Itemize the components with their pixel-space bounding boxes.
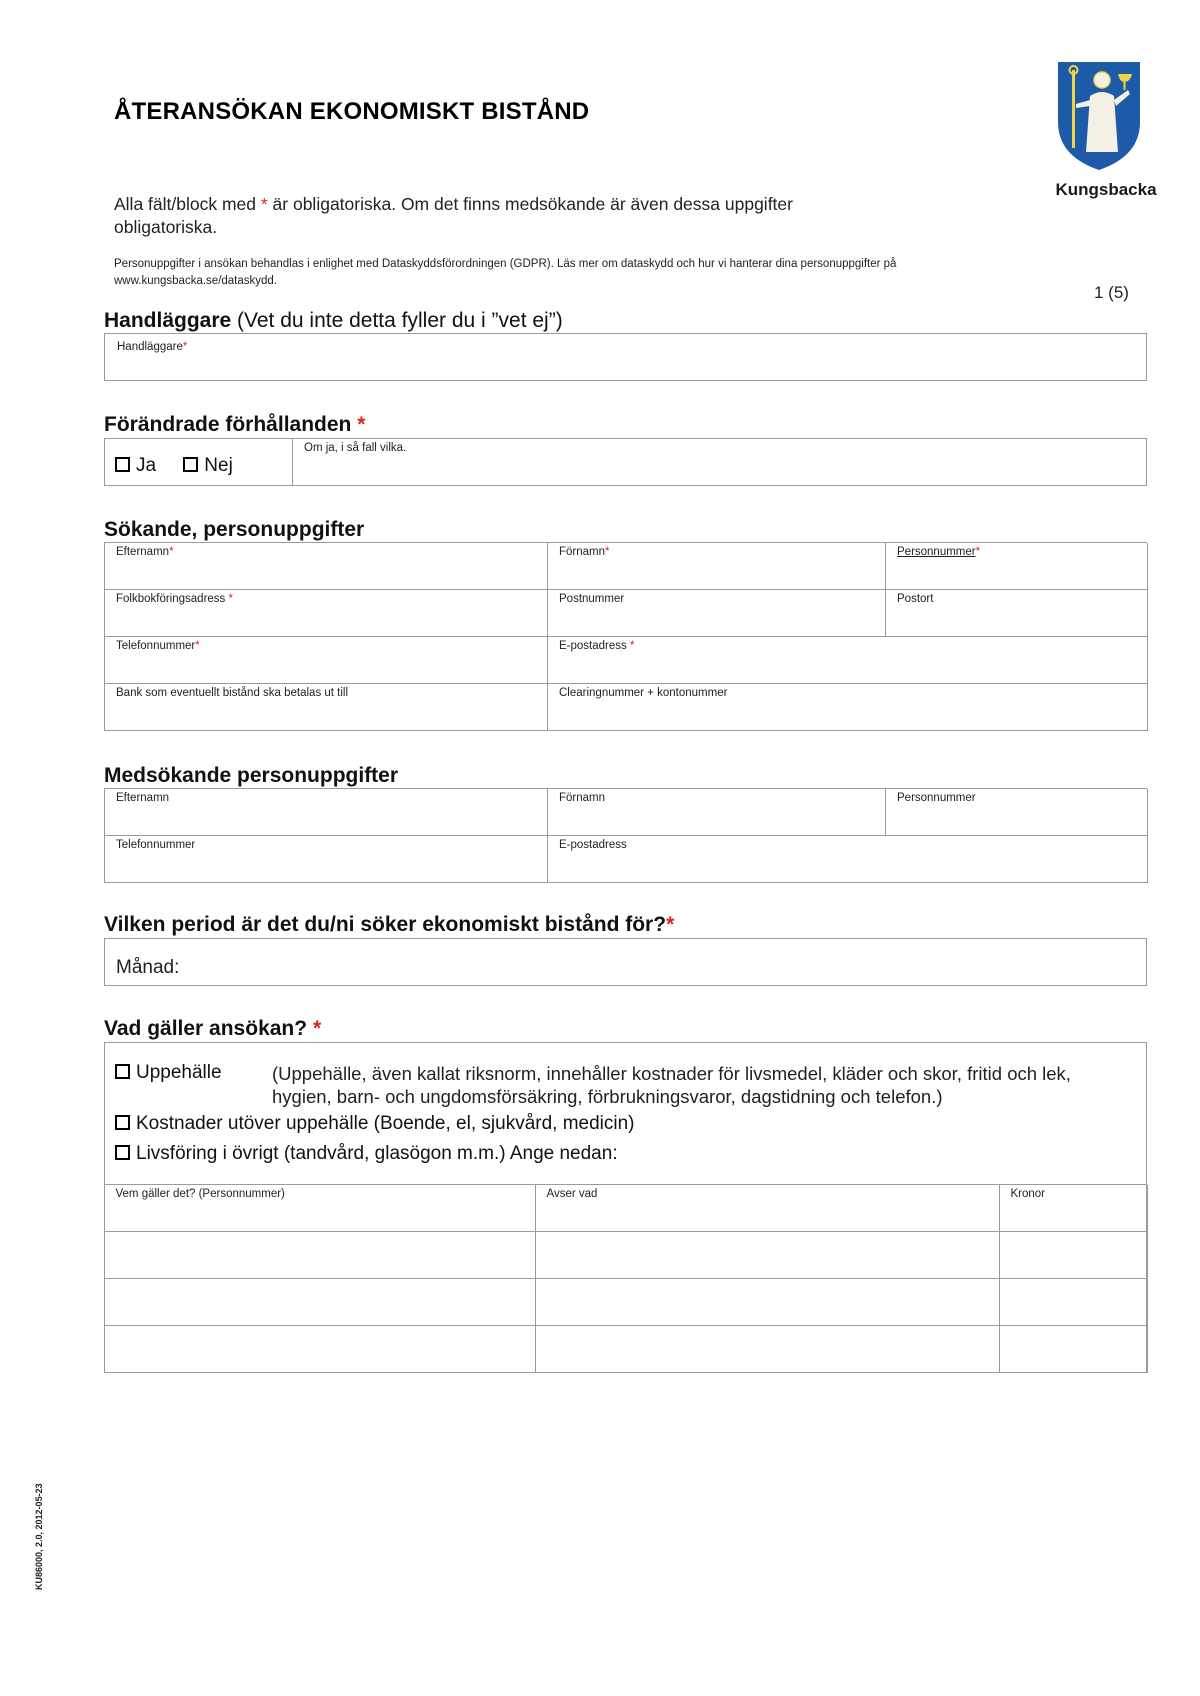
- livsforing-option[interactable]: [115, 1143, 618, 1165]
- livsforing-label: Livsföring i övrigt (tandvård, glasögon m.m.) Ange nedan:: [136, 1143, 618, 1164]
- col-kronor-label: Kronor: [1010, 1188, 1046, 1200]
- uppehalle-option[interactable]: [115, 1062, 222, 1084]
- period-heading: [104, 913, 674, 937]
- required-asterisk: *: [975, 546, 981, 558]
- medsokande-heading: Medsökande personuppgifter: [104, 764, 399, 787]
- sokande-fornamn-field[interactable]: [548, 543, 886, 590]
- livsforing-table: [104, 1184, 1147, 1373]
- livsforing-checkbox[interactable]: [115, 1145, 130, 1160]
- ansokan-block: [104, 1042, 1147, 1373]
- required-asterisk: *: [182, 341, 188, 353]
- handlaggare-heading: [104, 309, 563, 333]
- ja-option[interactable]: [115, 455, 156, 476]
- medsokande-grid: [104, 788, 1147, 883]
- required-asterisk: *: [169, 546, 174, 558]
- page-number: 1 (5): [1094, 283, 1129, 302]
- sokande-grid: [104, 542, 1147, 731]
- kungsbacka-coat-of-arms-icon: [1056, 60, 1142, 177]
- telefonnummer-label: Telefonnummer: [116, 839, 196, 851]
- uppehalle-checkbox[interactable]: [115, 1064, 130, 1079]
- kostnader-checkbox[interactable]: [115, 1115, 130, 1130]
- telefonnummer-label: Telefonnummer: [116, 640, 196, 652]
- sokande-bank-field[interactable]: [105, 684, 548, 731]
- uppehalle-label: Uppehälle: [136, 1062, 222, 1083]
- required-asterisk: *: [605, 546, 610, 558]
- required-asterisk: *: [312, 1017, 322, 1040]
- nej-checkbox[interactable]: [183, 457, 198, 472]
- table-cell[interactable]: [536, 1326, 1000, 1373]
- medsokande-personnummer-field[interactable]: [886, 789, 1148, 836]
- manad-field[interactable]: [104, 938, 1147, 986]
- bank-label: Bank som eventuellt bistånd ska betalas ut till: [116, 687, 349, 699]
- sokande-efternamn-field[interactable]: [105, 543, 548, 590]
- gdpr-notice: Personuppgifter i ansökan behandlas i enlighet med Dataskyddsförordningen (GDPR). Läs mer om dataskydd och hur vi hanterar dina personuppgifter på www.kungsbacka.se/dataskydd.: [114, 258, 897, 287]
- ansokan-heading-text: Vad gäller ansökan?: [104, 1017, 308, 1040]
- required-asterisk: *: [195, 640, 200, 652]
- forandringar-field-label: Om ja, i så fall vilka.: [304, 442, 407, 454]
- form-title: ÅTERANSÖKAN EKONOMISKT BISTÅND: [114, 98, 590, 125]
- sokande-postnummer-field[interactable]: [548, 590, 886, 637]
- col-vem-label: Vem gäller det? (Personnummer): [115, 1188, 285, 1200]
- folkbokforingsadress-label: Folkbokföringsadress: [116, 593, 226, 605]
- personnummer-label: Personnummer: [897, 546, 976, 558]
- sokande-personnummer-field[interactable]: [886, 543, 1148, 590]
- sokande-telefonnummer-field[interactable]: [105, 637, 548, 684]
- medsokande-epostadress-field[interactable]: [548, 836, 1148, 883]
- fornamn-label: Förnamn: [559, 792, 606, 804]
- forandrade-row: [104, 438, 1147, 486]
- sokande-folkbokforingsadress-field[interactable]: [105, 590, 548, 637]
- medsokande-fornamn-field[interactable]: [548, 789, 886, 836]
- postnummer-label: Postnummer: [559, 593, 625, 605]
- required-asterisk: *: [228, 593, 233, 605]
- uppehalle-description: (Uppehälle, även kallat riksnorm, innehåller kostnader för livsmedel, kläder och skor, fritid och lek, hygien, barn- och ungdomsförsäkring, förbrukningsvaror, dagstidning och telefon.): [272, 1063, 1071, 1107]
- col-avser-header[interactable]: [536, 1185, 1000, 1232]
- required-asterisk: *: [260, 194, 268, 214]
- kungsbacka-logo-text: Kungsbacka: [1055, 180, 1157, 199]
- required-asterisk: *: [357, 413, 366, 436]
- epostadress-label: E-postadress: [559, 640, 627, 652]
- kostnader-label: Kostnader utöver uppehälle (Boende, el, sjukvård, medicin): [136, 1113, 635, 1134]
- nej-option[interactable]: [183, 455, 233, 476]
- handlaggare-heading-text: Handläggare: [104, 309, 232, 332]
- intro-text-start: Alla fält/block med: [114, 194, 261, 214]
- handlaggare-heading-note: (Vet du inte detta fyller du i ”vet ej”): [231, 309, 563, 332]
- table-cell[interactable]: [1000, 1279, 1148, 1326]
- sokande-postort-field[interactable]: [886, 590, 1148, 637]
- ja-checkbox[interactable]: [115, 457, 130, 472]
- epostadress-label: E-postadress: [559, 839, 627, 851]
- table-cell[interactable]: [105, 1326, 536, 1373]
- ansokan-heading: [104, 1017, 321, 1041]
- personnummer-label: Personnummer: [897, 792, 976, 804]
- handlaggare-field-label: Handläggare: [117, 341, 183, 353]
- fornamn-label: Förnamn: [559, 546, 606, 558]
- sokande-epostadress-field[interactable]: [548, 637, 1148, 684]
- required-asterisk: *: [666, 913, 675, 936]
- ja-nej-choice: [105, 439, 293, 486]
- ja-label: Ja: [136, 455, 157, 476]
- forandrade-heading: [104, 413, 365, 437]
- handlaggare-field[interactable]: [104, 333, 1147, 381]
- col-kronor-header[interactable]: [1000, 1185, 1148, 1232]
- medsokande-telefonnummer-field[interactable]: [105, 836, 548, 883]
- document-code: KU86000, 2.0, 2012-05-23: [34, 1483, 44, 1590]
- required-asterisk: *: [629, 640, 635, 652]
- period-heading-text: Vilken period är det du/ni söker ekonomiskt bistånd för?: [104, 913, 667, 936]
- table-cell[interactable]: [1000, 1326, 1148, 1373]
- efternamn-label: Efternamn: [116, 792, 170, 804]
- sokande-clearing-field[interactable]: [548, 684, 1148, 731]
- forandringar-field[interactable]: [293, 439, 1147, 486]
- nej-label: Nej: [204, 455, 233, 476]
- table-cell[interactable]: [105, 1279, 536, 1326]
- table-cell[interactable]: [536, 1232, 1000, 1279]
- col-avser-label: Avser vad: [546, 1188, 598, 1200]
- table-cell[interactable]: [105, 1232, 536, 1279]
- col-vem-header[interactable]: [105, 1185, 536, 1232]
- clearing-label: Clearingnummer + kontonummer: [559, 687, 728, 699]
- postort-label: Postort: [897, 593, 934, 605]
- efternamn-label: Efternamn: [116, 546, 170, 558]
- sokande-heading: Sökande, personuppgifter: [104, 518, 365, 541]
- medsokande-efternamn-field[interactable]: [105, 789, 548, 836]
- table-cell[interactable]: [1000, 1232, 1148, 1279]
- table-cell[interactable]: [536, 1279, 1000, 1326]
- kostnader-option[interactable]: [115, 1113, 635, 1135]
- manad-label: Månad:: [116, 957, 180, 978]
- required-fields-intro: [114, 193, 854, 239]
- forandrade-heading-text: Förändrade förhållanden: [104, 413, 352, 436]
- intro-text-end: är obligatoriska. Om det finns medsökande är även dessa uppgifter obligatoriska.: [114, 194, 793, 237]
